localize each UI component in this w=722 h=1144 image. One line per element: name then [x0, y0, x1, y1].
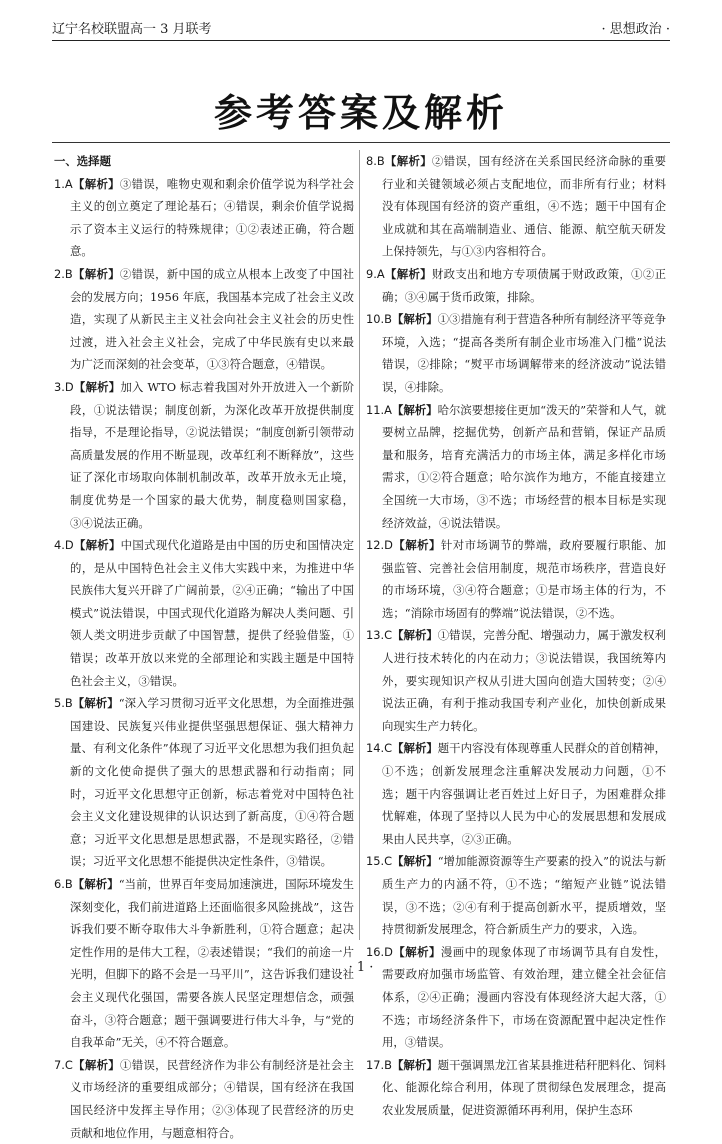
- item-tag: 【解析】: [391, 1057, 438, 1072]
- item-tag: 【解析】: [384, 266, 432, 281]
- item-tag: 【解析】: [72, 877, 119, 891]
- item-tag: 【解析】: [73, 379, 121, 394]
- item-explanation: ①错误，完善分配、增强动力，属于激发权利人进行技术转化的内在动力；③说法错误，我国统筹内外，要实现知识产权从引进大国向创造大国转变；②④说法正确，有利于推动我国专利产业化，加快创新成果向现实生产力转化。: [382, 628, 666, 733]
- item-answer: B: [384, 1057, 392, 1072]
- right-item-list: [366, 150, 666, 1122]
- item-number: 17.: [366, 1057, 385, 1072]
- item-explanation: 题干内容没有体现尊重人民群众的首创精神，①不选；创新发展理念注重解决发展动力问题，①不选；题干内容强调让老百姓过上好日子，为困难群众排忧解难，体现了坚持以人民为中心的发展思想和发展成果由人民共享，②③正确。: [382, 741, 666, 846]
- answer-item: [366, 263, 666, 308]
- item-explanation: “增加能源资源等生产要素的投入”的说法与新质生产力的内涵不符，①不选；“缩短产业链”说法错误，③不选；②④有利于提高创新水平，提质增效，坚持贯彻新发展理念，符合新质生产力的要求，入选。: [382, 854, 666, 937]
- item-number: 3.: [54, 379, 65, 394]
- item-explanation: 财政支出和地方专项债属于财政政策，①②正确；③④属于货币政策，排除。: [382, 266, 666, 304]
- item-tag: 【解析】: [73, 538, 121, 553]
- item-explanation: 漫画中的现象体现了市场调节具有自发性，需要政府加强市场监管、有效治理，建立健全社会征信体系，②④正确；漫画内容没有体现经济大起大落，①不选；市场经济条件下，市场在资源配置中起决定性作用，③错误。: [382, 944, 666, 1050]
- item-answer: A: [384, 402, 392, 417]
- item-number: 1.: [54, 176, 65, 191]
- item-number: 6.: [54, 877, 65, 891]
- item-explanation: 针对市场调节的弊端，政府要履行职能、加强监管、完善社会信用制度，规范市场秩序，营造良好的市场环境，③④符合题意；①是市场主体的行为，不选；“消除市场固有的弊端”说法错误，②不选。: [382, 538, 666, 620]
- answer-item: [366, 150, 666, 263]
- item-tag: 【解析】: [384, 154, 432, 168]
- item-number: 10.: [366, 312, 385, 327]
- header-exam-name: 辽宁名校联盟高一 3 月联考: [52, 21, 212, 37]
- item-number: 14.: [366, 741, 385, 756]
- answer-item: [54, 1054, 354, 1144]
- answer-item: [54, 263, 354, 376]
- item-tag: 【解析】: [72, 1057, 121, 1072]
- item-answer: C: [64, 1057, 73, 1072]
- item-tag: 【解析】: [72, 696, 119, 711]
- item-answer: A: [376, 266, 385, 281]
- item-explanation: 中国式现代化道路是由中国的历史和国情决定的，是从中国特色社会主义伟大实践中来，为推进中华民族伟大复兴开辟了广阔前景，②④正确；“输出了中国模式”说法错误，中国式现代化道路为解决人类问题、引领人类文明进步贡献了中国智慧，提供了经验借鉴，①错误；改革开放以来党的全部理论和实践主题是中国特色社会主义，③错误。: [70, 538, 354, 688]
- item-explanation: 加入 WTO 标志着我国对外开放进入一个新阶段，①说法错误；制度创新，为深化改革开放提供制度指导，不是理论指导，②说法错误；“制度创新引领带动高质量发展的作用不断显现，改革红利不断释放”，这些证了深化市场取向体制机制改革，改革开放永无止境，制度优势是一个国家的最大优势，制度稳则国家稳，③④说法正确。: [70, 379, 354, 530]
- item-answer: D: [384, 538, 393, 553]
- answer-item: [54, 376, 354, 534]
- answer-item: [54, 173, 354, 263]
- answer-item: [366, 534, 666, 624]
- item-explanation: ②错误，新中国的成立从根本上改变了中国社会的发展方向；1956 年底，我国基本完成了社会主义改造，实现了从新民主主义社会向社会主义社会的历史性过渡，进入社会主义社会，完成了中华民族有史以来最为广泛而深刻的社会变革，①③符合题意，④错误。: [70, 266, 354, 372]
- item-number: 9.: [366, 266, 377, 281]
- item-answer: B: [376, 154, 385, 168]
- item-tag: 【解析】: [391, 312, 438, 327]
- answer-item: [366, 1054, 666, 1122]
- item-number: 11.: [366, 402, 385, 417]
- item-tag: 【解析】: [72, 266, 120, 281]
- item-explanation: ②错误，国有经济在关系国民经济命脉的重要行业和关键领域必须占支配地位，而非所有行业；材料没有体现国有经济的资产重组，④不选；题干中国有企业成就和其在高端制造业、通信、能源、航空航天研发上保持领先，与①③内容相符合。: [382, 154, 666, 259]
- column-divider: [359, 150, 360, 940]
- item-answer: B: [64, 266, 73, 281]
- item-explanation: ③错误，唯物史观和剩余价值学说为科学社会主义的创立奠定了理论基石；④错误，剩余价值学说揭示了资本主义运行的特殊规律；①②表述正确，符合题意。: [70, 176, 354, 259]
- left-column: [54, 150, 354, 1144]
- page-header: [52, 14, 670, 41]
- item-number: 13.: [366, 628, 385, 643]
- answer-item: [366, 308, 666, 398]
- item-tag: 【解析】: [392, 944, 441, 959]
- section-title: 一、选择题: [54, 154, 111, 168]
- item-number: 5.: [54, 696, 65, 711]
- item-number: 15.: [366, 854, 385, 869]
- item-number: 2.: [54, 266, 65, 281]
- item-answer: C: [384, 741, 393, 756]
- answer-item: [366, 737, 666, 850]
- item-answer: A: [64, 176, 73, 191]
- item-explanation: ①错误，民营经济作为非公有制经济是社会主义市场经济的重要组成部分；④错误，国有经济在我国国民经济中发挥主导作用；②③体现了民营经济的历史贡献和地位作用，与题意相符合。: [70, 1057, 354, 1140]
- item-number: 16.: [366, 944, 385, 959]
- answer-item: [54, 534, 354, 692]
- item-number: 4.: [54, 538, 65, 553]
- item-number: 12.: [366, 538, 385, 553]
- item-explanation: ①③措施有利于营造各种所有制经济平等竞争环境，入选；“提高各类所有制企业市场准入门槛”说法错误，②排除；“熨平市场调解带来的经济波动”说法错误，④排除。: [382, 312, 666, 394]
- item-explanation: 题干强调黑龙江省某县推进秸秆肥料化、饲料化、能源化综合利用，体现了贯彻绿色发展理念，提高农业发展质量，促进资源循环再利用，保护生态环: [382, 1057, 666, 1117]
- item-number: 7.: [54, 1057, 65, 1072]
- item-answer: B: [384, 312, 392, 327]
- item-answer: C: [384, 854, 393, 869]
- left-item-list: [54, 173, 354, 1144]
- item-answer: D: [64, 538, 74, 553]
- item-answer: B: [64, 877, 73, 891]
- title-rule: [52, 142, 670, 143]
- answer-item: [366, 850, 666, 940]
- page-number: · 1 ·: [348, 960, 374, 975]
- item-answer: D: [384, 944, 393, 959]
- answer-item: [54, 692, 354, 873]
- answer-item: [366, 624, 666, 737]
- answer-item: [366, 399, 666, 535]
- item-explanation: “当前，世界百年变局加速演进，国际环境发生深刻变化，我们前进道路上还面临很多风险挑战”，这告诉我们要不断夺取伟大斗争新胜利，①符合题意；起决定性作用的是伟大工程，②表述错误；“我们的前途一片光明，但脚下的路不会是一马平川”，这告诉我们建设社会主义现代化强国，需要各族人民坚定理想信念，顽强奋斗，③符合题意；题干强调要进行伟大斗争，与“党的自我革命”无关，④不符合题意。: [70, 877, 354, 1050]
- item-tag: 【解析】: [392, 628, 438, 643]
- item-explanation: “深入学习贯彻习近平文化思想，为全面推进强国建设、民族复兴伟业提供坚强思想保证、强大精神力量、有利文化条件”体现了习近平文化思想为我们担负起新的文化使命提供了强大的思想武器和行动指南；同时，习近平文化思想守正创新，标志着党对中国特色社会主义文化建设规律的认识达到了新高度，①④符合题意；习近平文化思想是思想武器，不是现实路径，②错误；习近平文化思想不能提供决定性条件，③错误。: [70, 696, 354, 869]
- item-tag: 【解析】: [72, 176, 120, 191]
- header-subject: · 思想政治 ·: [601, 21, 670, 37]
- item-answer: C: [384, 628, 393, 643]
- item-number: 8.: [366, 154, 377, 168]
- page-title: 参考答案及解析: [213, 91, 508, 135]
- right-column: [366, 150, 666, 1122]
- item-tag: 【解析】: [392, 538, 441, 553]
- answer-item: [366, 941, 666, 1054]
- item-tag: 【解析】: [392, 741, 438, 756]
- item-answer: B: [64, 696, 73, 711]
- item-explanation: 哈尔滨要想接住更加“泼天的”荣誉和人气，就要树立品牌，挖掘优势，创新产品和营销，保证产品质量和服务，培育充满活力的市场主体，满足多样化市场需求，①②符合题意；哈尔滨作为地方，不能直接建立全国统一大市场，③不选；市场经营的根本目标是实现经济效益，④说法错误。: [382, 402, 666, 530]
- item-tag: 【解析】: [392, 854, 438, 869]
- item-tag: 【解析】: [391, 402, 438, 417]
- item-answer: D: [64, 379, 74, 394]
